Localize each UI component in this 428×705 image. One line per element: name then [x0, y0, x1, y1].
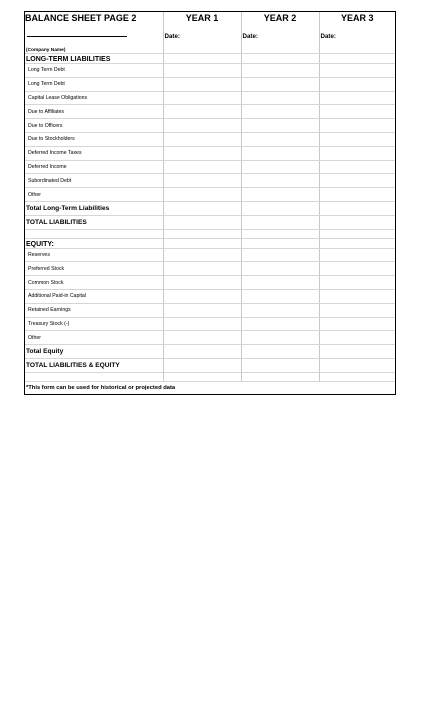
year-3-input[interactable]	[319, 119, 395, 133]
year-1-input[interactable]	[163, 276, 241, 290]
total-long-term-liabilities-row	[25, 201, 395, 215]
year-3-input[interactable]	[319, 345, 395, 359]
year-1-input[interactable]	[163, 317, 241, 331]
line-item-label: Deferred Income Taxes	[25, 146, 163, 160]
year-3-input[interactable]	[319, 303, 395, 317]
total-liabilities-equity-label: TOTAL LIABILITIES & EQUITY	[25, 358, 163, 372]
line-item-label: Long Term Debt	[25, 77, 163, 91]
year-2-input[interactable]	[241, 160, 319, 174]
year-3-input[interactable]	[319, 262, 395, 276]
year-3-input[interactable]	[319, 132, 395, 146]
year-1-input[interactable]	[163, 262, 241, 276]
total-liabilities-row	[25, 215, 395, 229]
year-2-input[interactable]	[241, 276, 319, 290]
year-3-input[interactable]	[319, 91, 395, 105]
line-item-label: Common Stock	[25, 276, 163, 290]
year-1-input[interactable]	[163, 91, 241, 105]
year-3-input[interactable]	[319, 174, 395, 188]
year-2-input[interactable]	[241, 105, 319, 119]
table-row	[25, 77, 395, 91]
line-item-label: Treasury Stock (-)	[25, 317, 163, 331]
total-long-term-liabilities-label: Total Long-Term Liabilities	[25, 201, 163, 215]
year-1-input[interactable]	[163, 105, 241, 119]
year-1-input[interactable]	[163, 64, 241, 78]
year-2-input[interactable]	[241, 345, 319, 359]
table-row	[25, 146, 395, 160]
year-2-header: YEAR 2	[241, 12, 319, 27]
year-2-input[interactable]	[241, 215, 319, 229]
year-3-input[interactable]	[319, 77, 395, 91]
year-1-input[interactable]	[163, 201, 241, 215]
equity-heading-row	[25, 238, 395, 248]
line-item-label: Other	[25, 331, 163, 345]
year-1-input[interactable]	[163, 188, 241, 202]
year-2-input[interactable]	[241, 77, 319, 91]
line-item-label: Reserves	[25, 248, 163, 262]
company-name-line[interactable]	[25, 27, 163, 45]
table-row	[25, 188, 395, 202]
year-1-header: YEAR 1	[163, 12, 241, 27]
year-2-input[interactable]	[241, 132, 319, 146]
year-3-input[interactable]	[319, 160, 395, 174]
line-item-label: Deferred Income	[25, 160, 163, 174]
year-3-input[interactable]	[319, 358, 395, 372]
total-liabilities-equity-row	[25, 358, 395, 372]
line-item-label: Other	[25, 188, 163, 202]
table-row	[25, 331, 395, 345]
year-3-input[interactable]	[319, 317, 395, 331]
table-row	[25, 174, 395, 188]
year-3-input[interactable]	[319, 331, 395, 345]
table-row	[25, 132, 395, 146]
table-row	[25, 317, 395, 331]
page-title: BALANCE SHEET PAGE 2	[25, 13, 137, 23]
year-1-input[interactable]	[163, 215, 241, 229]
year-2-input[interactable]	[241, 262, 319, 276]
table-row	[25, 105, 395, 119]
table-row	[25, 64, 395, 78]
line-item-label: Subordinated Debt	[25, 174, 163, 188]
year-2-input[interactable]	[241, 119, 319, 133]
equity-heading: EQUITY:	[25, 238, 163, 248]
table-row	[25, 289, 395, 303]
table-row	[25, 276, 395, 290]
table-row	[25, 262, 395, 276]
table-row	[25, 248, 395, 262]
total-equity-row	[25, 345, 395, 359]
year-2-input[interactable]	[241, 303, 319, 317]
year-3-input[interactable]	[319, 201, 395, 215]
year-2-input[interactable]	[241, 358, 319, 372]
balance-sheet-table	[25, 12, 395, 394]
long-term-liabilities-heading: LONG-TERM LIABILITIES	[25, 54, 163, 64]
year-1-input[interactable]	[163, 248, 241, 262]
line-item-label: Due to Stockholders	[25, 132, 163, 146]
line-item-label: Additional Paid-in Capital	[25, 289, 163, 303]
year-2-input[interactable]	[241, 188, 319, 202]
table-row	[25, 119, 395, 133]
line-item-label: Due to Officers	[25, 119, 163, 133]
spacer-row	[25, 229, 395, 238]
year-2-input[interactable]	[241, 146, 319, 160]
year-1-input[interactable]	[163, 345, 241, 359]
year-1-input[interactable]	[163, 358, 241, 372]
year-3-input[interactable]	[319, 64, 395, 78]
year-1-input[interactable]	[163, 146, 241, 160]
year-2-input[interactable]	[241, 289, 319, 303]
year-2-input[interactable]	[241, 201, 319, 215]
year-1-input[interactable]	[163, 303, 241, 317]
year-3-input[interactable]	[319, 105, 395, 119]
total-liabilities-label: TOTAL LIABILITIES	[25, 215, 163, 229]
total-equity-label: Total Equity	[25, 345, 163, 359]
year-2-input[interactable]	[241, 91, 319, 105]
year-1-input[interactable]	[163, 132, 241, 146]
footnote-row	[25, 381, 395, 394]
table-row	[25, 303, 395, 317]
long-term-liabilities-heading-row	[25, 54, 395, 64]
spacer-row	[25, 372, 395, 381]
year-2-input[interactable]	[241, 174, 319, 188]
table-row	[25, 160, 395, 174]
year-3-input[interactable]	[319, 146, 395, 160]
line-item-label: Due to Affiliates	[25, 105, 163, 119]
company-name-row	[25, 45, 395, 54]
line-item-label: Retained Earnings	[25, 303, 163, 317]
year-1-input[interactable]	[163, 160, 241, 174]
year-3-input[interactable]	[319, 188, 395, 202]
year-1-date[interactable]: Date:	[163, 27, 241, 45]
year-2-input[interactable]	[241, 317, 319, 331]
line-item-label: Long Term Debt	[25, 64, 163, 78]
company-name-label: (Company Name)	[25, 45, 163, 54]
header-row	[25, 12, 395, 27]
year-3-date[interactable]: Date:	[319, 27, 395, 45]
balance-sheet-form	[24, 11, 396, 395]
year-2-input[interactable]	[241, 248, 319, 262]
year-3-header: YEAR 3	[319, 12, 395, 27]
date-row	[25, 27, 395, 45]
line-item-label: Capital Lease Obligations	[25, 91, 163, 105]
table-row	[25, 91, 395, 105]
year-2-date[interactable]: Date:	[241, 27, 319, 45]
line-item-label: Preferred Stock	[25, 262, 163, 276]
year-2-input[interactable]	[241, 331, 319, 345]
footnote: *This form can be used for historical or projected data	[25, 381, 395, 394]
year-1-input[interactable]	[163, 331, 241, 345]
year-2-input[interactable]	[241, 64, 319, 78]
year-1-input[interactable]	[163, 119, 241, 133]
year-1-input[interactable]	[163, 174, 241, 188]
year-1-input[interactable]	[163, 289, 241, 303]
year-3-input[interactable]	[319, 289, 395, 303]
year-1-input[interactable]	[163, 77, 241, 91]
year-3-input[interactable]	[319, 215, 395, 229]
year-3-input[interactable]	[319, 276, 395, 290]
year-3-input[interactable]	[319, 248, 395, 262]
